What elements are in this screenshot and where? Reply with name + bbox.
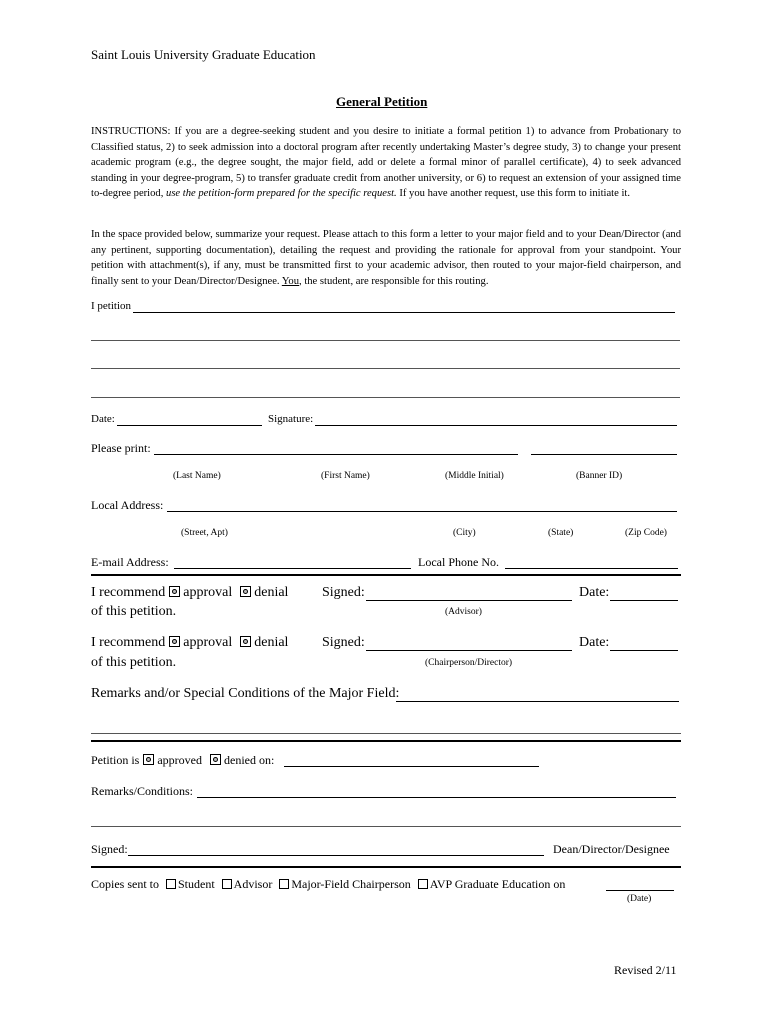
chair-recommend-row: I recommend approval denial [91,635,289,650]
copies-row: Copies sent to Student Advisor Major-Field Chairperson AVP Graduate Education on [91,877,566,891]
institution-header: Saint Louis University Graduate Education [91,47,316,62]
advisor-denial-checkbox[interactable] [240,586,251,597]
routing-paragraph: In the space provided below, summarize your request. Please attach to this form a letter to your major field and to your Dean/Director (and any pertinent, supporting documentation), detailing the request and providing the rationale for approval from your standpoint. Your petition with attachment(s), if any, must be transmitted first to your academic advisor, then routed to your major-field chairperson, and finally sent to your Dean/Director/Designee. You, the student, are responsible for this routing. [91,229,681,287]
city-caption: (City) [453,528,476,538]
advisor-date-label: Date: [579,585,610,600]
advisor-recommend-row: I recommend approval denial [91,585,289,600]
date-label: Date: [91,413,115,425]
banner-id-caption: (Banner ID) [576,471,623,481]
phone-field[interactable] [505,568,678,569]
remarks-line-2[interactable] [91,826,681,827]
chair-date-field[interactable] [610,650,678,651]
student-checkbox[interactable] [166,879,176,889]
petition-line[interactable] [133,312,675,313]
phone-label: Local Phone No. [418,555,499,569]
advisor-signature-field[interactable] [366,600,572,601]
chair-denial-checkbox[interactable] [240,636,251,647]
print-label: Please print: [91,441,151,455]
state-caption: (State) [548,528,574,538]
zip-caption: (Zip Code) [625,528,667,538]
remarks-major-label: Remarks and/or Special Conditions of the Major Field: [91,686,400,701]
signature-field[interactable] [315,425,677,426]
date-field[interactable] [117,425,262,426]
chair-approval-checkbox[interactable] [169,636,180,647]
copies-date-caption: (Date) [627,894,652,904]
last-name-caption: (Last Name) [173,471,221,481]
advisor-approval-checkbox[interactable] [169,586,180,597]
petition-line-4[interactable] [91,397,680,398]
address-label: Local Address: [91,498,164,512]
signature-label: Signature: [268,413,314,425]
chair-signed-label: Signed: [322,635,365,650]
petition-line-2[interactable] [91,340,680,341]
remarks-major-line-2[interactable] [91,733,681,734]
avp-checkbox[interactable] [418,879,428,889]
email-label: E-mail Address: [91,555,169,569]
chair-of-petition: of this petition. [91,655,177,670]
banner-id-field[interactable] [531,454,677,455]
section-divider-3 [91,866,681,868]
approved-checkbox[interactable] [143,754,154,765]
email-field[interactable] [174,568,411,569]
advisor-date-field[interactable] [610,600,678,601]
advisor-signed-label: Signed: [322,585,365,600]
advisor-of-petition: of this petition. [91,604,177,619]
chair-date-label: Date: [579,635,610,650]
signed-label: Signed: [91,842,128,856]
first-name-caption: (First Name) [321,471,370,481]
advisor-caption: (Advisor) [445,607,482,617]
form-title: General Petition [336,94,428,109]
petition-line-3[interactable] [91,368,680,369]
petition-label: I petition [91,300,132,312]
chair-signature-field[interactable] [366,650,572,651]
name-field[interactable] [154,454,518,455]
revision-note: Revised 2/11 [614,963,677,977]
decision-row: Petition is approved denied on: [91,753,275,767]
dean-label: Dean/Director/Designee [553,842,670,856]
decision-date-field[interactable] [284,766,539,767]
remarks-major-field[interactable] [396,701,679,702]
address-field[interactable] [167,511,677,512]
section-divider-1 [91,574,681,576]
street-caption: (Street, Apt) [181,528,228,538]
denied-checkbox[interactable] [210,754,221,765]
section-divider-2 [91,740,681,742]
remarks-label: Remarks/Conditions: [91,784,193,798]
dean-signature-field[interactable] [128,855,544,856]
remarks-field[interactable] [197,797,676,798]
chair-caption: (Chairperson/Director) [425,658,513,668]
copies-date-field[interactable] [606,890,674,891]
instructions-paragraph: INSTRUCTIONS: If you are a degree-seeking student and you desire to initiate a formal petition 1) to advance from Probationary to Classified status, 2) to seek admission into a doctoral program after recently undertaking Master’s degree study, 3) to change your present academic program (e.g., the degree sought, the major field, add or delete a formal minor of parallel certificate), 4) to seek advanced standing in your degree-program, 5) to transfer graduate credit from another university, or 6) to request an extension of your assigned time to-degree period, use the petition-form prepared for the specific request. If you have another request, use this form to initiate it. [91,126,681,200]
middle-initial-caption: (Middle Initial) [445,471,504,481]
advisor-checkbox[interactable] [222,879,232,889]
chairperson-checkbox[interactable] [279,879,289,889]
